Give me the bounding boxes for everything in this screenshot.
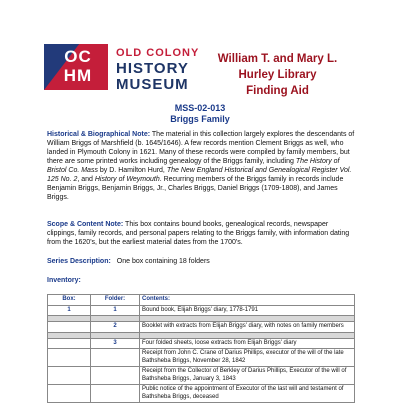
inventory-header-row	[48, 295, 355, 306]
header-folder: Folder:	[91, 295, 140, 306]
historical-text-c: , and	[77, 176, 95, 183]
inventory-heading: Inventory:	[47, 277, 81, 284]
cell-contents: Four folded sheets, loose extracts from Elijah Briggs' diary	[140, 338, 355, 349]
library-line3: Finding Aid	[246, 85, 309, 97]
inventory-table	[47, 294, 355, 403]
cell-contents: Public notice of the appointment of Executor of the last will and testament of Bathsheba Briggs, deceased	[140, 385, 355, 403]
ochm-flag-logo	[44, 44, 108, 90]
cell-contents: Bound book, Elijah Briggs' diary, 1778-1791	[140, 305, 355, 316]
library-line2: Hurley Library	[238, 69, 317, 81]
document-heading	[0, 103, 400, 125]
historical-note	[47, 130, 357, 202]
historical-title-a: The History of Bristol Co. Mass	[47, 158, 340, 174]
logo-abbr-line1: OC	[64, 47, 92, 66]
header-box: Box:	[48, 295, 91, 306]
document-id: MSS-02-013	[174, 103, 226, 113]
historical-text-d: . Recurring members of the Briggs family in records include Benjamin Briggs, Benjamin Briggs, Jr., Charles Briggs, Daniel Briggs (1709-1808), and James Briggs.	[47, 176, 344, 201]
cell-box	[48, 367, 91, 385]
cell-folder: 3	[91, 338, 140, 349]
scope-text: This box contains bound books, genealogical records, newspaper clippings, family records, and personal papers relating to the Briggs family, with information dating from the 1620's, but the earliest material dates from the 1700's.	[47, 221, 350, 246]
cell-contents: Receipt from John C. Crane of Darius Phillips, executor of the will of the late Bathsheba Briggs, November 28, 1842	[140, 349, 355, 367]
cell-folder	[91, 367, 140, 385]
library-heading	[205, 51, 350, 99]
header-contents: Contents:	[140, 295, 355, 306]
table-row	[48, 322, 355, 333]
museum-name-line1: OLD COLONY	[116, 47, 200, 59]
cell-contents: Receipt from the Collector of Berkley of Darius Phillips, Executor of the will of Bathsheba Briggs, January 3, 1843	[140, 367, 355, 385]
historical-text-b: by D. Hamilton Hurd,	[97, 167, 167, 174]
series-label: Series Description:	[47, 258, 111, 265]
table-row	[48, 367, 355, 385]
library-line1: William T. and Mary L.	[217, 53, 338, 65]
logo-abbreviation	[50, 47, 106, 85]
scope-note	[47, 220, 357, 247]
cell-box	[48, 322, 91, 333]
museum-name-line3: MUSEUM	[116, 76, 189, 93]
historical-note-label: Historical & Biographical Note:	[47, 131, 151, 138]
cell-box	[48, 338, 91, 349]
museum-name-line2: HISTORY	[116, 60, 189, 77]
cell-folder: 1	[91, 305, 140, 316]
cell-box: 1	[48, 305, 91, 316]
table-row	[48, 338, 355, 349]
table-row	[48, 305, 355, 316]
document-title: Briggs Family	[170, 114, 230, 124]
series-description	[47, 258, 210, 265]
logo-abbr-line2: HM	[63, 66, 93, 85]
scope-note-label: Scope & Content Note:	[47, 221, 124, 228]
historical-title-c: History of Weymouth	[94, 176, 160, 183]
cell-folder	[91, 349, 140, 367]
table-row	[48, 349, 355, 367]
cell-folder: 2	[91, 322, 140, 333]
series-text: One box containing 18 folders	[116, 258, 210, 265]
cell-contents: Booklet with extracts from Elijah Briggs' diary, with notes on family members	[140, 322, 355, 333]
historical-text-a: The material in this collection largely explores the descendants of William Briggs of Marshfield (b. 1645/1646). A few records mention Clement Briggs as well, who landed in Plymouth Colony in 1621. Many of these records were compiled by family members, but there are some printed works including genealogy of the Briggs family, including	[47, 131, 355, 165]
cell-box	[48, 349, 91, 367]
historical-title-b: The New England Historical and Genealogical Register Vol. 125 No. 2	[47, 167, 352, 183]
